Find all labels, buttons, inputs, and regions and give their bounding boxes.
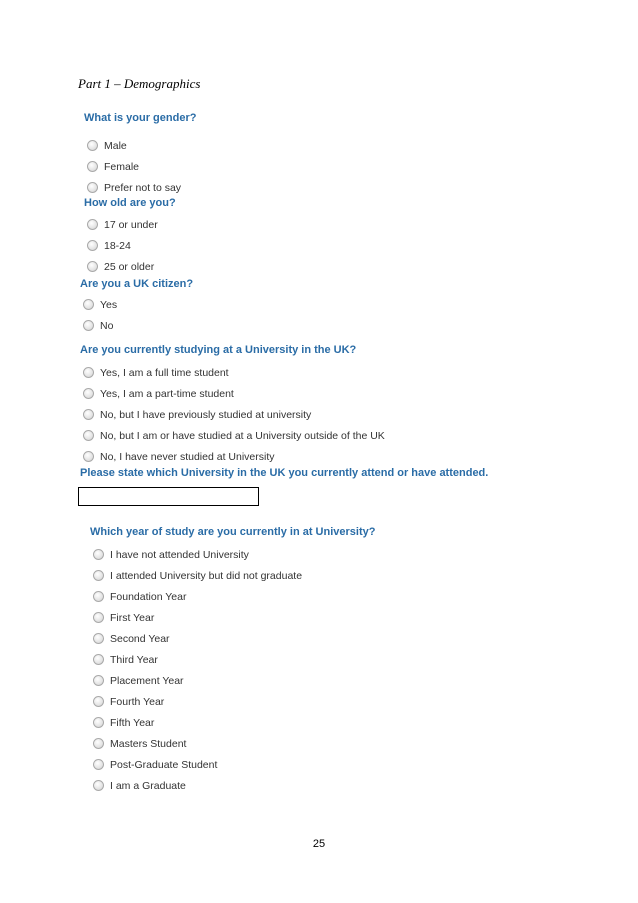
radio-option[interactable] [83, 362, 385, 383]
question-label: Are you a UK citizen? [80, 278, 194, 290]
radio-button[interactable] [83, 451, 94, 462]
question-label: What is your gender? [84, 112, 197, 124]
radio-option[interactable] [83, 446, 385, 467]
radio-option-label: 25 or older [104, 260, 155, 273]
radio-button[interactable] [83, 430, 94, 441]
radio-button[interactable] [83, 299, 94, 310]
radio-button[interactable] [83, 367, 94, 378]
part-title: Part 1 – Demographics [78, 76, 201, 91]
radio-option-label: Prefer not to say [104, 181, 182, 194]
radio-option-label: Post-Graduate Student [110, 758, 218, 771]
radio-option[interactable] [93, 607, 375, 628]
radio-button[interactable] [93, 696, 104, 707]
radio-option[interactable] [93, 586, 375, 607]
radio-button[interactable] [83, 388, 94, 399]
radio-option[interactable] [87, 214, 176, 235]
radio-option-label: Yes, I am a full time student [100, 366, 229, 379]
radio-option-label: Masters Student [110, 737, 187, 750]
radio-option-label: No, I have never studied at University [100, 450, 275, 463]
radio-button[interactable] [93, 759, 104, 770]
radio-option[interactable] [93, 733, 375, 754]
question-label: Are you currently studying at a University in the UK? [80, 344, 357, 356]
question-gender [84, 112, 196, 198]
radio-button[interactable] [87, 261, 98, 272]
radio-option-label: I attended University but did not graduate [110, 569, 303, 582]
radio-button[interactable] [93, 612, 104, 623]
radio-option[interactable] [93, 754, 375, 775]
radio-button[interactable] [87, 240, 98, 251]
question-which-university [80, 467, 488, 480]
radio-option-label: No, but I am or have studied at a University outside of the UK [100, 429, 385, 442]
radio-option[interactable] [93, 628, 375, 649]
university-text-input[interactable] [78, 487, 259, 506]
radio-option[interactable] [93, 712, 375, 733]
radio-option[interactable] [93, 775, 375, 796]
radio-button[interactable] [93, 675, 104, 686]
radio-option-label: Placement Year [110, 674, 184, 687]
radio-option-label: No [100, 319, 114, 332]
radio-button[interactable] [93, 738, 104, 749]
radio-option[interactable] [83, 383, 385, 404]
radio-option-label: I am a Graduate [110, 779, 186, 792]
radio-option-label: I have not attended University [110, 548, 249, 561]
radio-option-label: 17 or under [104, 218, 158, 231]
radio-option[interactable] [87, 235, 176, 256]
question-uk-citizen [80, 278, 193, 336]
radio-button[interactable] [87, 140, 98, 151]
radio-option[interactable] [93, 670, 375, 691]
radio-option[interactable] [93, 544, 375, 565]
radio-button[interactable] [83, 409, 94, 420]
radio-button[interactable] [93, 780, 104, 791]
question-currently-studying [80, 344, 385, 467]
radio-button[interactable] [93, 591, 104, 602]
radio-option[interactable] [83, 315, 193, 336]
radio-button[interactable] [93, 570, 104, 581]
radio-option[interactable] [87, 135, 196, 156]
radio-button[interactable] [93, 633, 104, 644]
radio-option[interactable] [87, 156, 196, 177]
radio-option-label: No, but I have previously studied at university [100, 408, 312, 421]
radio-button[interactable] [87, 161, 98, 172]
radio-option-label: Fifth Year [110, 716, 155, 729]
radio-button[interactable] [87, 182, 98, 193]
radio-option-label: Foundation Year [110, 590, 187, 603]
radio-option[interactable] [93, 565, 375, 586]
radio-option-label: Female [104, 160, 140, 173]
question-label: Please state which University in the UK you currently attend or have attended. [80, 467, 489, 479]
radio-option[interactable] [83, 404, 385, 425]
radio-option[interactable] [93, 649, 375, 670]
radio-button[interactable] [93, 717, 104, 728]
radio-option-label: Yes, I am a part-time student [100, 387, 234, 400]
radio-option-label: Male [104, 139, 127, 152]
radio-button[interactable] [93, 654, 104, 665]
question-year-of-study [90, 526, 375, 796]
radio-option-label: Third Year [110, 653, 158, 666]
radio-option[interactable] [83, 425, 385, 446]
question-age [84, 197, 176, 277]
radio-button[interactable] [87, 219, 98, 230]
radio-button[interactable] [93, 549, 104, 560]
question-label: How old are you? [84, 197, 176, 209]
radio-option[interactable] [93, 691, 375, 712]
page-number: 25 [312, 838, 326, 850]
radio-option[interactable] [87, 256, 176, 277]
question-label: Which year of study are you currently in at University? [90, 526, 376, 538]
radio-option[interactable] [83, 294, 193, 315]
radio-option-label: 18-24 [104, 239, 131, 252]
radio-option-label: First Year [110, 611, 155, 624]
radio-option-label: Fourth Year [110, 695, 165, 708]
radio-option-label: Second Year [110, 632, 170, 645]
radio-button[interactable] [83, 320, 94, 331]
radio-option[interactable] [87, 177, 196, 198]
radio-option-label: Yes [100, 298, 118, 311]
